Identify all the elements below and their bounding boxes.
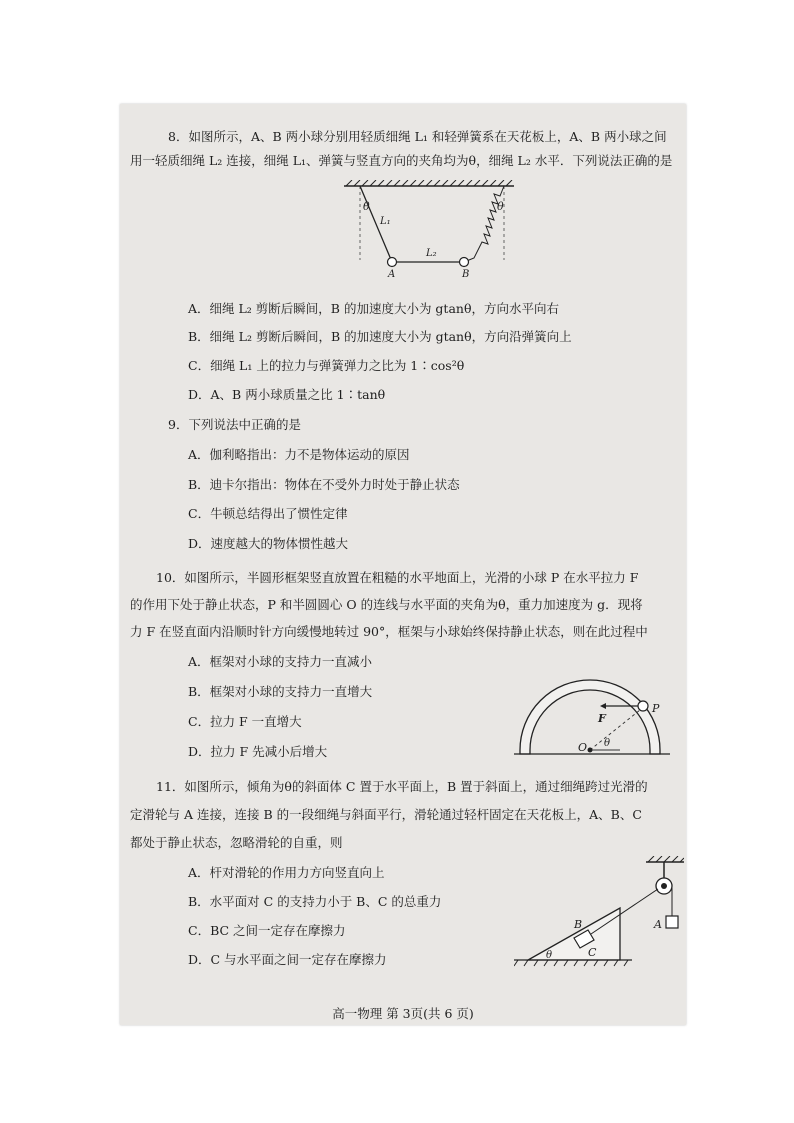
label-P: P <box>652 702 660 715</box>
q8-option-b: B．细绳 L₂ 剪断后瞬间，B 的加速度大小为 gtanθ，方向沿弹簧向上 <box>188 329 572 344</box>
center-O <box>588 748 593 753</box>
q10-option-a: A．框架对小球的支持力一直减小 <box>188 654 373 669</box>
q8-stem-line2: 用一轻质细绳 L₂ 连接，细绳 L₁、弹簧与竖直方向的夹角均为θ，细绳 L₂ 水平．下列说法正确的是 <box>130 153 673 168</box>
ball-A <box>388 258 397 267</box>
label-C: C <box>588 946 597 959</box>
q10-stem-line2: 的作用下处于静止状态，P 和半圆圆心 O 的连线与水平面的夹角为θ，重力加速度为 g．现将 <box>130 597 643 612</box>
semicircle-frame <box>520 680 660 754</box>
spring <box>464 186 504 262</box>
q8-option-a: A．细绳 L₂ 剪断后瞬间，B 的加速度大小为 gtanθ，方向水平向右 <box>188 301 559 316</box>
exam-page <box>120 104 686 1025</box>
q9-option-b: B．迪卡尔指出：物体在不受外力时处于静止状态 <box>188 477 460 492</box>
q11-stem-line3: 都处于静止状态，忽略滑轮的自重，则 <box>130 835 343 850</box>
label-O: O <box>578 741 588 754</box>
q11-stem-line2: 定滑轮与 A 连接，连接 B 的一段细绳与斜面平行，滑轮通过轻杆固定在天花板上，A、B、C <box>130 807 642 822</box>
q11-option-c: C．BC 之间一定存在摩擦力 <box>188 923 346 938</box>
q8-option-d: D．A、B 两小球质量之比 1∶tanθ <box>188 387 386 402</box>
ball-P <box>638 701 648 711</box>
label-B: B <box>574 918 583 931</box>
pulley-axle <box>661 883 667 889</box>
label-A: A <box>654 918 662 931</box>
force-F-arrowhead <box>600 703 606 709</box>
incline-C <box>528 908 620 960</box>
q10-option-b: B．框架对小球的支持力一直增大 <box>188 684 373 699</box>
q8-figure <box>344 180 524 280</box>
q9-option-a: A．伽利略指出：力不是物体运动的原因 <box>188 447 410 462</box>
q11-option-d: D．C 与水平面之间一定存在摩擦力 <box>188 952 387 967</box>
q11-figure <box>514 856 684 968</box>
q11-stem-line1: 11．如图所示，倾角为θ的斜面体 C 置于水平面上，B 置于斜面上，通过细绳跨过光滑的 <box>156 779 648 794</box>
label-A: A <box>388 269 396 280</box>
ceiling-hatching <box>346 180 512 186</box>
q10-stem-line3: 力 F 在竖直面内沿顺时针方向缓慢地转过 90°，框架与小球始终保持静止状态，则在此过程中 <box>130 624 648 639</box>
q8-stem-line1: 8．如图所示，A、B 两小球分别用轻质细绳 L₁ 和轻弹簧系在天花板上，A、B 两小球之间 <box>168 129 667 144</box>
q8-option-c: C．细绳 L₁ 上的拉力与弹簧弹力之比为 1∶cos²θ <box>188 358 465 373</box>
ceiling-hatching <box>648 856 684 862</box>
rope-to-B <box>591 889 658 934</box>
label-L2: L₂ <box>426 248 437 259</box>
q8-theta-left: θ <box>363 200 370 213</box>
label-F: F <box>598 712 606 725</box>
q9-stem: 9．下列说法中正确的是 <box>168 417 301 432</box>
label-B: B <box>462 269 470 280</box>
q9-option-c: C．牛顿总结得出了惯性定律 <box>188 506 348 521</box>
q11-option-b: B．水平面对 C 的支持力小于 B、C 的总重力 <box>188 894 442 909</box>
block-A <box>666 916 678 928</box>
q10-option-c: C．拉力 F 一直增大 <box>188 714 302 729</box>
q8-theta-right: θ <box>497 200 504 213</box>
q11-option-a: A．杆对滑轮的作用力方向竖直向上 <box>188 865 385 880</box>
q9-option-d: D．速度越大的物体惯性越大 <box>188 536 349 551</box>
label-theta: θ <box>604 738 611 749</box>
q10-option-d: D．拉力 F 先减小后增大 <box>188 744 328 759</box>
label-L1: L₁ <box>380 216 391 227</box>
q10-stem-line1: 10．如图所示，半圆形框架竖直放置在粗糙的水平地面上，光滑的小球 P 在水平拉力 F <box>156 570 639 585</box>
page-footer: 高一物理 第 3页(共 6 页) <box>332 1006 474 1021</box>
q10-figure <box>514 674 674 764</box>
label-theta: θ <box>546 950 553 961</box>
ball-B <box>460 258 469 267</box>
ground-hatching <box>514 960 628 966</box>
